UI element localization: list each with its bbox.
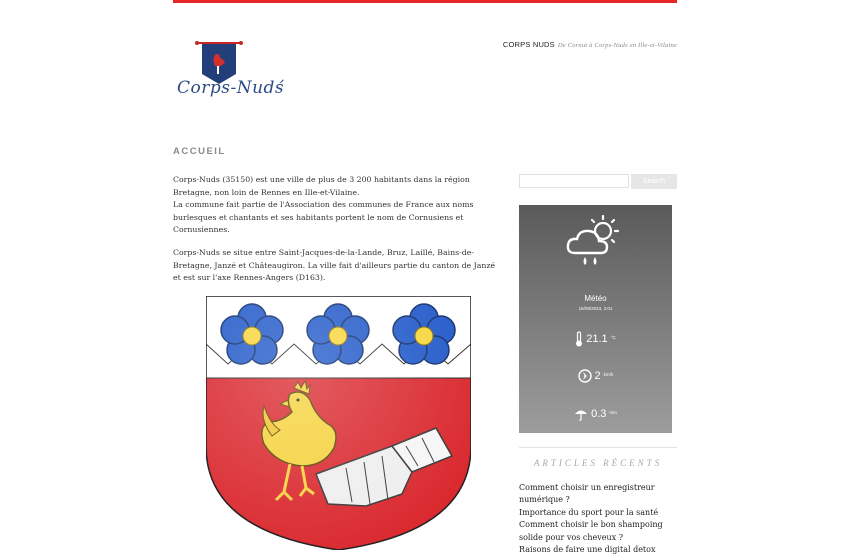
- temperature-value: 21.1: [586, 333, 608, 345]
- weather-label: Météo: [584, 294, 607, 303]
- site-title[interactable]: [503, 40, 677, 49]
- intro-paragraph: [173, 174, 499, 237]
- temperature-row: [519, 331, 672, 347]
- logo-banner-icon: [177, 40, 285, 112]
- recent-post-link[interactable]: Comment choisir le bon shampoing solide pour vos cheveux ?: [519, 520, 663, 542]
- logo-text: Corps-Nudś: [177, 78, 285, 98]
- location-paragraph: Corps-Nuds se situe entre Saint-Jacques-de-la-Lande, Bruz, Laillé, Bains-de-Bretagne, Janzé et Châteaugiron. La ville fait d'ailleurs partie du canton de Janzé et est sur l'axe Rennes-Angers (D163).: [173, 247, 496, 283]
- wind-row: [519, 369, 672, 383]
- site-name[interactable]: CORPS NUDS: [502, 40, 555, 49]
- wind-direction-icon: [578, 369, 592, 383]
- rain-value: 0.3: [591, 408, 607, 420]
- recent-post-link[interactable]: Raisons de faire une digital detox: [519, 545, 656, 555]
- partly-cloudy-rain-icon: [563, 213, 627, 271]
- page-title: ACCUEIL: [173, 146, 226, 157]
- recent-post-link[interactable]: Comment choisir un enregistreur numérique ?: [519, 483, 655, 505]
- intro-line-2: La commune fait partie de l'Association des communes de France aux noms burlesques et chantants et ses habitants portent le nom de Cornusiens et Cornusiennes.: [173, 200, 474, 235]
- intro-line-1: Corps-Nuds (35150) est une ville de plus de 3 200 habitants dans la région Bretagne, non loin de Rennes en Ille-et-Vilaine.: [173, 175, 470, 197]
- site-logo[interactable]: [177, 40, 285, 112]
- search-button[interactable]: Search: [631, 174, 677, 189]
- weather-date: 16/09/2023, 2:01: [578, 306, 613, 311]
- main-content: [173, 174, 499, 295]
- coat-of-arms-image: [206, 296, 471, 550]
- wind-unit: km/h: [603, 371, 614, 377]
- top-accent-bar: [173, 0, 677, 3]
- wind-value: 2: [594, 370, 601, 382]
- temperature-unit: °C: [610, 334, 616, 340]
- recent-post-link[interactable]: Importance du sport pour la santé: [519, 507, 659, 517]
- recent-posts-title: ARTICLES RÉCENTS: [533, 458, 663, 468]
- rain-unit: mm: [609, 409, 617, 415]
- search-input[interactable]: [519, 174, 629, 188]
- sidebar-divider: [519, 447, 677, 448]
- weather-widget: [519, 205, 672, 433]
- rain-row: [519, 407, 672, 421]
- recent-posts-list: [519, 482, 677, 556]
- umbrella-icon: [574, 407, 588, 421]
- site-tagline: De Cornut à Corps-Nuds en Ille-et-Vilaine: [557, 42, 677, 49]
- thermometer-icon: [575, 331, 583, 347]
